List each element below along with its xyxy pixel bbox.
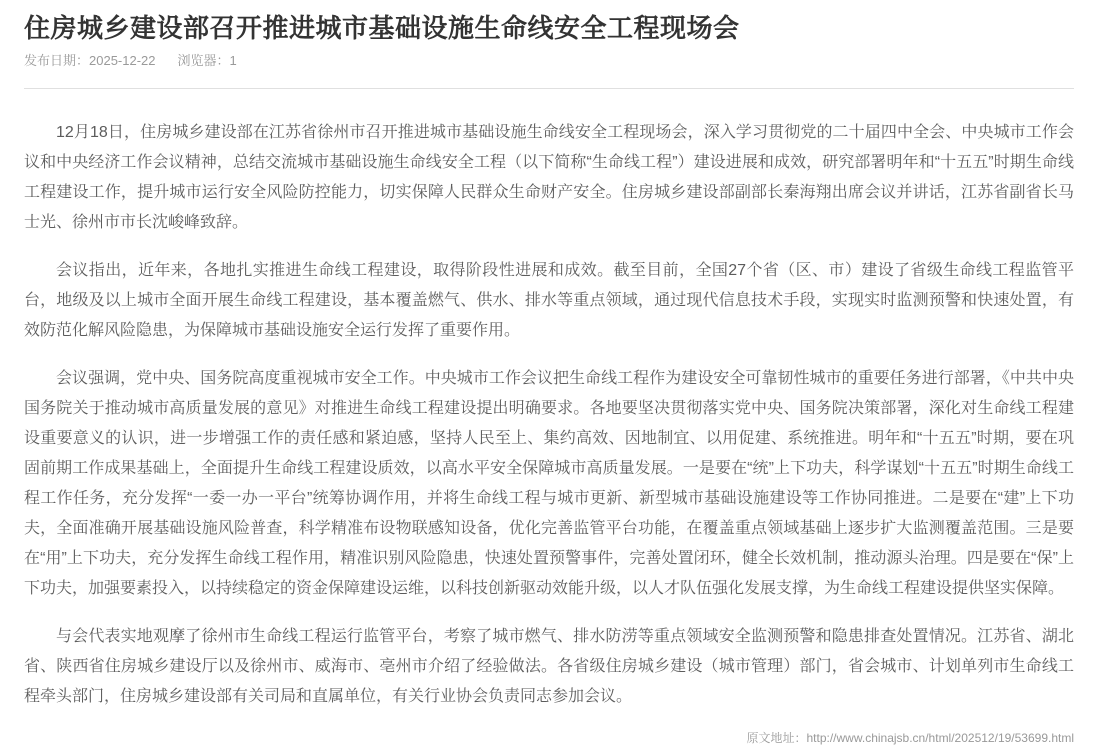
source-label: 原文地址： [746,731,807,745]
source-url: http://www.chinajsb.cn/html/202512/19/53699.html [806,731,1074,745]
views-value: 1 [229,53,237,68]
publish-date-value: 2025-12-22 [89,53,156,68]
page-title: 住房城乡建设部召开推进城市基础设施生命线安全工程现场会 [24,13,740,43]
publish-date-label: 发布日期： [24,53,90,68]
article-paragraph-4: 与会代表实地观摩了徐州市生命线工程运行监管平台，考察了城市燃气、排水防涝等重点领域安全监测预警和隐患排查处置情况。江苏省、湖北省、陕西省住房城乡建设厅以及徐州市、威海市、亳州市介绍了经验做法。各省级住房城乡建设（城市管理）部门，省会城市、计划单列市生命线工程牵头部门，住房城乡建设部有关司局和直属单位，有关行业协会负责同志参加会议。 [24,628,1074,705]
views-label: 浏览器： [177,53,230,68]
article-paragraph-1: 12月18日，住房城乡建设部在江苏省徐州市召开推进城市基础设施生命线安全工程现场会，深入学习贯彻党的二十届四中全会、中央城市工作会议和中央经济工作会议精神，总结交流城市基础设施生命线安全工程（以下简称“生命线工程”）建设进展和成效，研究部署明年和“十五五”时期生命线工程建设工作，提升城市运行安全风险防控能力，切实保障人民群众生命财产安全。住房城乡建设部副部长秦海翔出席会议并讲话，江苏省副省长马士光、徐州市市长沈峻峰致辞。 [24,124,1074,231]
article-paragraph-2: 会议指出，近年来，各地扎实推进生命线工程建设，取得阶段性进展和成效。截至目前，全国27个省（区、市）建设了省级生命线工程监管平台，地级及以上城市全面开展生命线工程建设，基本覆盖燃气、供水、排水等重点领域，通过现代信息技术手段，实现实时监测预警和快速处置，有效防范化解风险隐患，为保障城市基础设施安全运行发挥了重要作用。 [24,262,1074,339]
article-header [24,0,1074,69]
article-source-line [24,730,1074,746]
article-paragraph-3: 会议强调，党中央、国务院高度重视城市安全工作。中央城市工作会议把生命线工程作为建设安全可靠韧性城市的重要任务进行部署，《中共中央国务院关于推动城市高质量发展的意见》对推进生命线工程建设提出明确要求。各地要坚决贯彻落实党中央、国务院决策部署，深化对生命线工程建设重要意义的认识，进一步增强工作的责任感和紧迫感，坚持人民至上、集约高效、因地制宜、以用促建、系统推进。明年和“十五五”时期，要在巩固前期工作成果基础上，全面提升生命线工程建设质效，以高水平安全保障城市高质量发展。一是要在“统”上下功夫，科学谋划“十五五”时期生命线工程工作任务，充分发挥“一委一办一平台”统筹协调作用，并将生命线工程与城市更新、新型城市基础设施建设等工作协同推进。二是要在“建”上下功夫，全面准确开展基础设施风险普查，科学精准布设物联感知设备，优化完善监管平台功能，在覆盖重点领域基础上逐步扩大监测覆盖范围。三是要在“用”上下功夫，充分发挥生命线工程作用，精准识别风险隐患，快速处置预警事件，完善处置闭环，健全长效机制，推动源头治理。四是要在“保”上下功夫，加强要素投入，以持续稳定的资金保障建设运维，以科技创新驱动效能升级，以人才队伍强化发展支撑，为生命线工程建设提供坚实保障。 [24,370,1074,597]
article-body [24,89,1074,712]
article-meta [24,53,1074,69]
